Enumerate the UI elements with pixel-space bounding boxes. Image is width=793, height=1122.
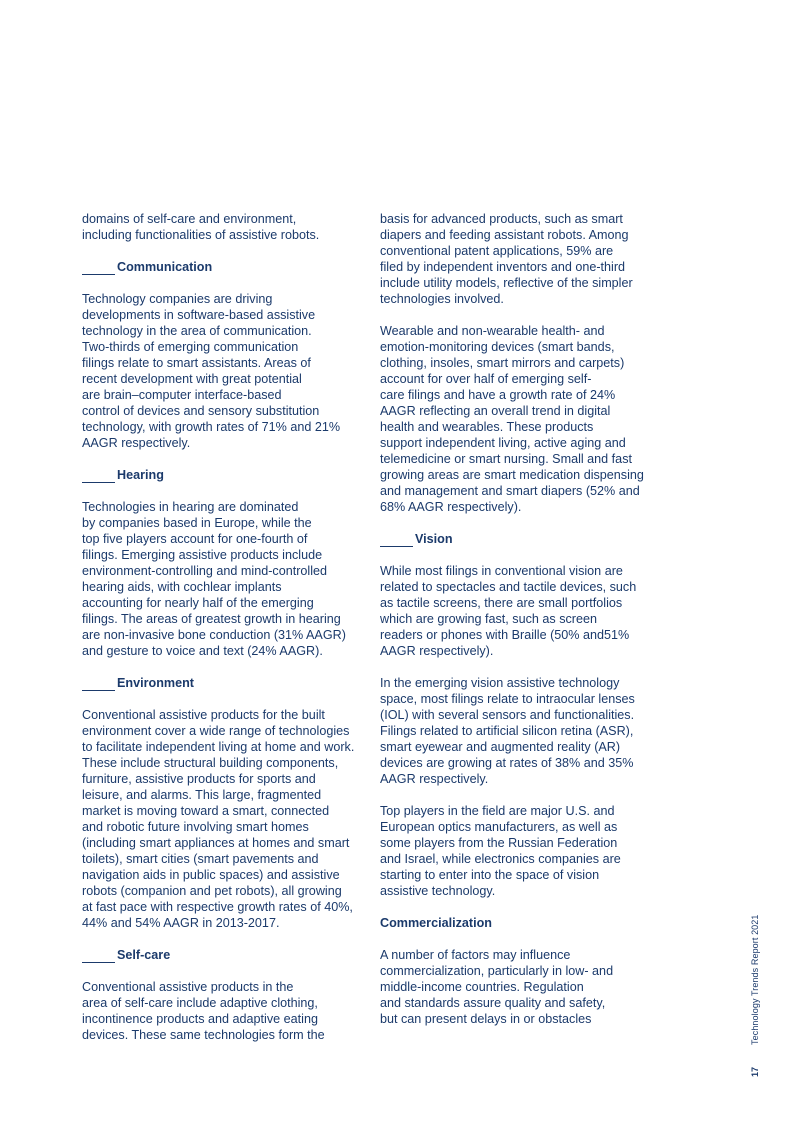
heading-rule: [82, 262, 115, 275]
text-line: space, most filings relate to intraocular lenses: [380, 692, 635, 706]
text-line: include utility models, reflective of the simpler: [380, 276, 633, 290]
text-line: domains of self-care and environment,: [82, 212, 297, 226]
text-line: starting to enter into the space of vision: [380, 868, 600, 882]
text-line: Technology companies are driving: [82, 292, 273, 306]
communication-heading: Communication: [82, 259, 374, 275]
text-line: including functionalities of assistive robots.: [82, 228, 320, 242]
text-line: Two-thirds of emerging communication: [82, 340, 299, 354]
text-line: environment-controlling and mind-controlled: [82, 564, 328, 578]
text-line: and gesture to voice and text (24% AAGR).: [82, 644, 323, 658]
text-line: incontinence products and adaptive eating: [82, 1012, 318, 1026]
intro-paragraph: [82, 211, 374, 243]
commercialization-heading: Commercialization: [380, 916, 492, 930]
text-line: (including smart appliances at homes and smart: [82, 836, 350, 850]
text-line: AAGR respectively.: [380, 772, 489, 786]
wearables-paragraph: [380, 323, 670, 515]
environment-heading: Environment: [82, 675, 374, 691]
text-line: AAGR respectively.: [82, 436, 191, 450]
text-line: Technologies in hearing are dominated: [82, 500, 299, 514]
text-line: and management and smart diapers (52% and: [380, 484, 640, 498]
text-line: health and wearables. These products: [380, 420, 594, 434]
communication-paragraph: [82, 291, 374, 451]
text-line: Filings related to artificial silicon retina (ASR),: [380, 724, 634, 738]
text-line: related to spectacles and tactile devices, such: [380, 580, 637, 594]
heading-rule: [82, 470, 115, 483]
text-line: control of devices and sensory substitution: [82, 404, 320, 418]
text-line: commercialization, particularly in low- and: [380, 964, 614, 978]
heading-rule: [380, 534, 413, 547]
text-line: accounting for nearly half of the emerging: [82, 596, 314, 610]
text-line: (IOL) with several sensors and functionalities.: [380, 708, 635, 722]
text-line: by companies based in Europe, while the: [82, 516, 312, 530]
left-column: [82, 211, 374, 1059]
text-line: area of self-care include adaptive clothing,: [82, 996, 318, 1010]
text-line: care filings and have a growth rate of 24%: [380, 388, 616, 402]
text-line: filed by independent inventors and one-third: [380, 260, 626, 274]
text-line: readers or phones with Braille (50% and51%: [380, 628, 630, 642]
text-line: emotion-monitoring devices (smart bands,: [380, 340, 615, 354]
text-line: European optics manufacturers, as well as: [380, 820, 618, 834]
text-line: basis for advanced products, such as smart: [380, 212, 623, 226]
environment-paragraph: [82, 707, 374, 931]
text-line: are non-invasive bone conduction (31% AAGR): [82, 628, 346, 642]
text-line: to facilitate independent living at home and work.: [82, 740, 355, 754]
text-line: devices are growing at rates of 38% and 35%: [380, 756, 634, 770]
text-line: furniture, assistive products for sports and: [82, 772, 316, 786]
text-line: account for over half of emerging self-: [380, 372, 592, 386]
page-number: 17: [750, 1066, 760, 1077]
selfcare-heading: Self-care: [82, 947, 374, 963]
text-line: robots (companion and pet robots), all growing: [82, 884, 342, 898]
text-line: leisure, and alarms. This large, fragmented: [82, 788, 322, 802]
text-line: Top players in the field are major U.S. and: [380, 804, 615, 818]
text-line: AAGR reflecting an overall trend in digital: [380, 404, 611, 418]
text-line: support independent living, active aging and: [380, 436, 626, 450]
heading-rule: [82, 950, 115, 963]
text-line: clothing, insoles, smart mirrors and carpets): [380, 356, 625, 370]
text-line: filings. Emerging assistive products include: [82, 548, 323, 562]
text-line: telemedicine or smart nursing. Small and fast: [380, 452, 632, 466]
text-line: filings relate to smart assistants. Areas of: [82, 356, 311, 370]
selfcare-paragraph: [82, 979, 374, 1043]
text-line: assistive technology.: [380, 884, 496, 898]
text-line: Conventional assistive products for the built: [82, 708, 325, 722]
text-line: technology in the area of communication.: [82, 324, 312, 338]
vision-paragraph-2: [380, 675, 670, 787]
vision-paragraph-3: [380, 803, 670, 899]
text-line: hearing aids, with cochlear implants: [82, 580, 282, 594]
text-line: navigation aids in public spaces) and assistive: [82, 868, 340, 882]
hearing-paragraph: [82, 499, 374, 659]
text-line: and Israel, while electronics companies are: [380, 852, 621, 866]
text-line: diapers and feeding assistant robots. Among: [380, 228, 629, 242]
text-line: as tactile screens, there are small portfolios: [380, 596, 623, 610]
right-column: [380, 211, 670, 1043]
page-sidebar: [750, 915, 760, 1078]
selfcare-continued-paragraph: [380, 211, 670, 307]
text-line: devices. These same technologies form the: [82, 1028, 325, 1042]
text-line: Conventional assistive products in the: [82, 980, 294, 994]
text-line: which are growing fast, such as screen: [380, 612, 597, 626]
text-line: top five players account for one-fourth of: [82, 532, 308, 546]
text-line: A number of factors may influence: [380, 948, 571, 962]
text-line: 68% AAGR respectively).: [380, 500, 522, 514]
text-line: In the emerging vision assistive technology: [380, 676, 620, 690]
hearing-heading: Hearing: [82, 467, 374, 483]
heading-rule: [82, 678, 115, 691]
report-title: Technology Trends Report 2021: [750, 914, 760, 1045]
text-line: and standards assure quality and safety,: [380, 996, 606, 1010]
text-line: 44% and 54% AAGR in 2013-2017.: [82, 916, 280, 930]
vision-heading: Vision: [380, 531, 670, 547]
text-line: filings. The areas of greatest growth in hearing: [82, 612, 341, 626]
text-line: developments in software-based assistive: [82, 308, 316, 322]
text-line: growing areas are smart medication dispensing: [380, 468, 644, 482]
text-line: AAGR respectively).: [380, 644, 494, 658]
text-line: technologies involved.: [380, 292, 504, 306]
text-line: conventional patent applications, 59% are: [380, 244, 614, 258]
text-line: some players from the Russian Federation: [380, 836, 618, 850]
text-line: recent development with great potential: [82, 372, 302, 386]
text-line: market is moving toward a smart, connected: [82, 804, 330, 818]
text-line: smart eyewear and augmented reality (AR): [380, 740, 621, 754]
text-line: are brain–computer interface-based: [82, 388, 282, 402]
text-line: Wearable and non-wearable health- and: [380, 324, 605, 338]
vision-paragraph-1: [380, 563, 670, 659]
text-line: technology, with growth rates of 71% and 21%: [82, 420, 341, 434]
text-line: While most filings in conventional vision are: [380, 564, 623, 578]
commercialization-paragraph: [380, 947, 670, 1027]
text-line: environment cover a wide range of technologies: [82, 724, 350, 738]
text-line: and robotic future involving smart homes: [82, 820, 309, 834]
text-line: at fast pace with respective growth rates of 40%,: [82, 900, 353, 914]
text-line: toilets), smart cities (smart pavements and: [82, 852, 319, 866]
text-line: but can present delays in or obstacles: [380, 1012, 592, 1026]
text-line: These include structural building components,: [82, 756, 339, 770]
text-line: middle-income countries. Regulation: [380, 980, 584, 994]
